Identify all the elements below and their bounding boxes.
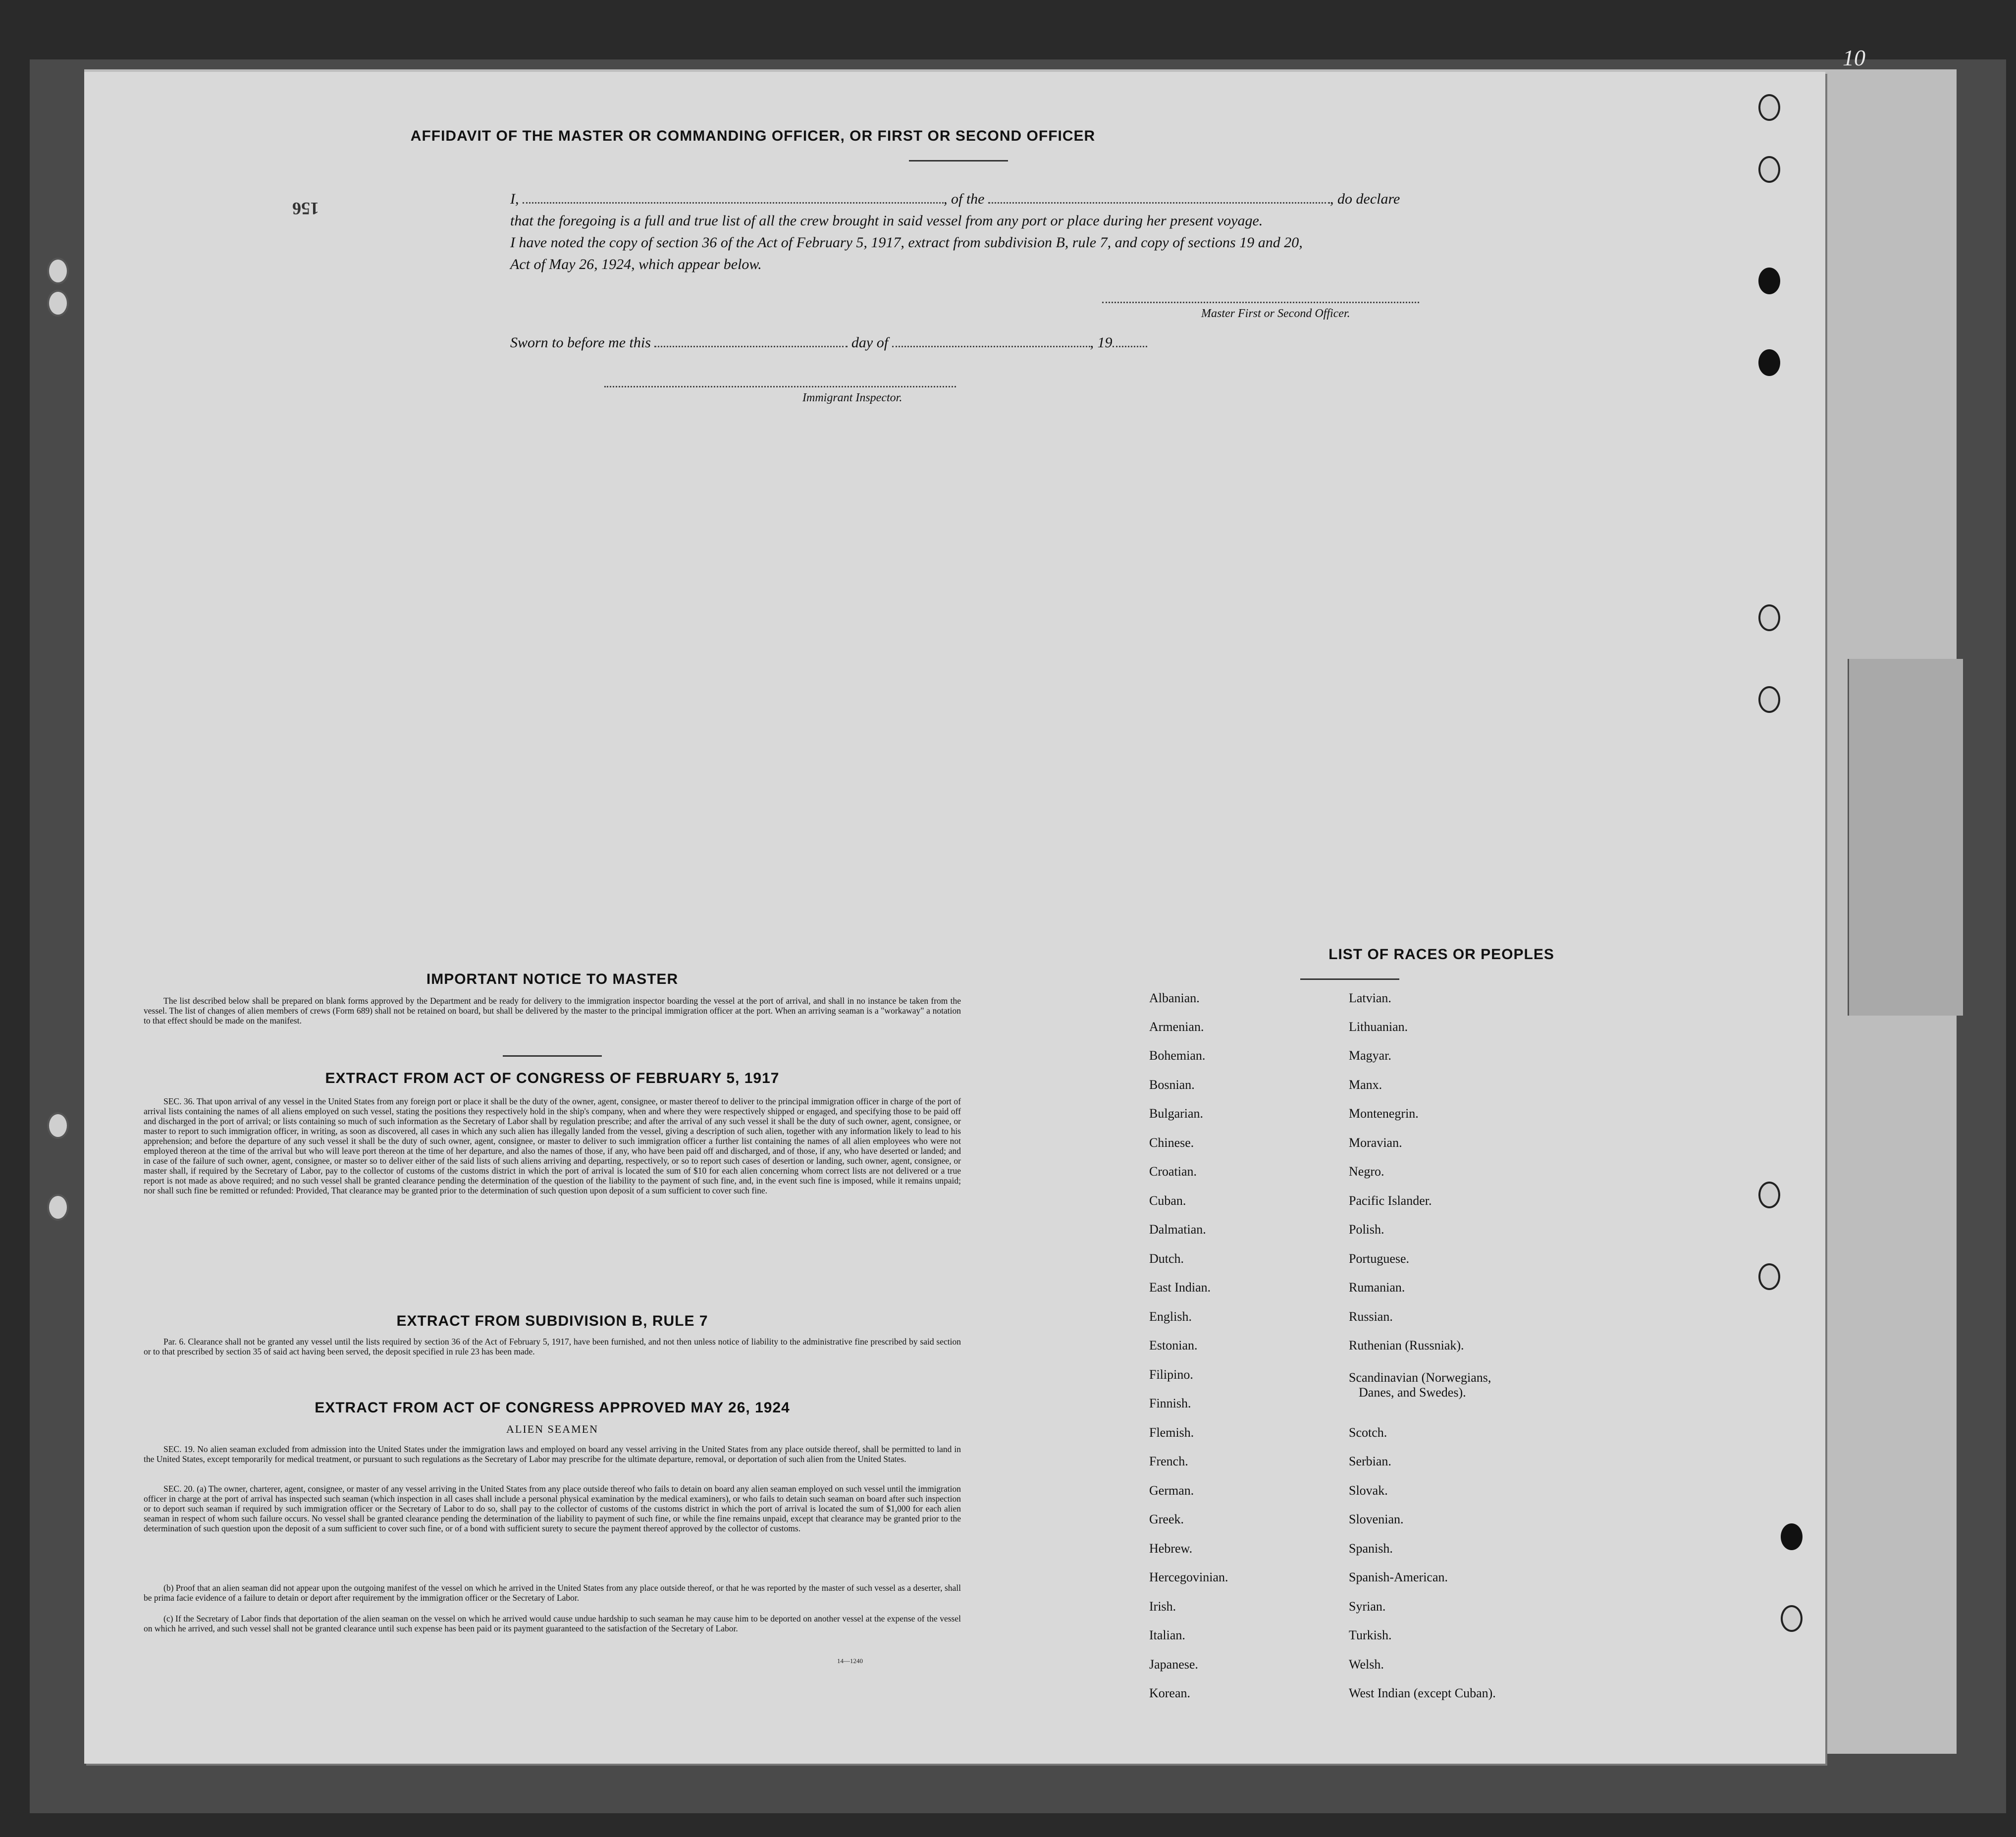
race-item: Latvian. (1349, 991, 1391, 1005)
binder-hole-icon (1758, 156, 1780, 183)
race-item: Scandinavian (Norwegians, (1349, 1370, 1491, 1385)
race-item: Scotch. (1349, 1425, 1387, 1440)
race-item: Hebrew. (1149, 1541, 1193, 1556)
extract-1924-title: EXTRACT FROM ACT OF CONGRESS APPROVED MAY 26, 1924 (315, 1400, 790, 1416)
race-item: Polish. (1349, 1222, 1384, 1237)
race-item: Turkish. (1349, 1628, 1392, 1642)
binder-hole-icon (1758, 268, 1780, 294)
race-item: Negro. (1349, 1164, 1384, 1179)
race-item: Hercegovinian. (1149, 1570, 1228, 1584)
race-item: Bulgarian. (1149, 1106, 1204, 1121)
affidavit-title: AFFIDAVIT OF THE MASTER OR COMMANDING OFFICER, OR FIRST OR SECOND OFFICER (410, 128, 1096, 144)
race-item: Russian. (1349, 1309, 1393, 1324)
race-item: East Indian. (1149, 1280, 1211, 1295)
race-item: Syrian. (1349, 1599, 1386, 1614)
race-item: Greek. (1149, 1512, 1184, 1526)
affidavit-line-2: that the foregoing is a full and true list of all the crew brought in said vessel from any port or place during her present voyage. (510, 213, 1263, 229)
page-number: 10 (1843, 45, 1865, 70)
race-item: Armenian. (1149, 1020, 1204, 1034)
race-item: Finnish. (1149, 1396, 1191, 1410)
binder-hole-icon (1781, 1605, 1803, 1632)
race-item: Spanish. (1349, 1541, 1393, 1556)
inspector-caption: Immigrant Inspector. (802, 391, 902, 404)
divider (503, 1055, 602, 1057)
race-item: Filipino. (1149, 1367, 1193, 1382)
race-item: Slovenian. (1349, 1512, 1404, 1526)
sec20b-body: (b) Proof that an alien seaman did not appear upon the outgoing manifest of the vessel on which he arrived in the United States from any place outside thereof, or that he was reported by the master of such vessel as a deserter, shall be prima facie evidence of a failure to detain or deport after requirement by the immigration officer or the Secretary of Labor. (144, 1583, 961, 1603)
race-item: Magyar. (1349, 1048, 1391, 1063)
inspector-signature-line (604, 384, 956, 387)
stamp-number: 156 (292, 199, 319, 218)
race-item: Bohemian. (1149, 1048, 1206, 1063)
divider (909, 160, 1008, 162)
race-item: West Indian (except Cuban). (1349, 1686, 1496, 1700)
sec19-body: SEC. 19. No alien seaman excluded from admission into the United States under the immigration laws and employed on board any vessel arriving in the United States from any place outside thereof, shall be permitted to land in the United States, except temporarily for medical treatment, or pursuant to such regulations as the Secretary of Labor may prescribe for the ultimate departure, removal, or deportation of such alien from the United States. (144, 1444, 961, 1464)
race-item: Lithuanian. (1349, 1020, 1408, 1034)
race-item: English. (1149, 1309, 1192, 1324)
binder-hole-icon (1781, 1523, 1803, 1550)
race-item: Welsh. (1349, 1657, 1384, 1672)
race-item: Portuguese. (1349, 1251, 1410, 1266)
binder-hole-icon (1758, 349, 1780, 376)
master-signature-line (1102, 300, 1419, 303)
binder-hole-icon (1758, 604, 1780, 631)
race-item: Cuban. (1149, 1193, 1186, 1208)
binder-hole-icon (1758, 1182, 1780, 1208)
race-item: German. (1149, 1483, 1194, 1498)
race-item: Bosnian. (1149, 1078, 1195, 1092)
race-item: Estonian. (1149, 1338, 1198, 1352)
race-item: Moravian. (1349, 1135, 1402, 1150)
race-item: Italian. (1149, 1628, 1185, 1642)
race-item: Pacific Islander. (1349, 1193, 1432, 1208)
binder-hole-icon (1758, 1263, 1780, 1290)
race-item: Rumanian. (1349, 1280, 1405, 1295)
races-title: LIST OF RACES OR PEOPLES (1328, 946, 1554, 963)
race-item: Danes, and Swedes). (1359, 1385, 1466, 1400)
binder-hole-icon (47, 258, 69, 284)
race-item: Chinese. (1149, 1135, 1194, 1150)
race-item: Spanish-American. (1349, 1570, 1448, 1584)
race-item: Slovak. (1349, 1483, 1388, 1498)
affidavit-line-4: Act of May 26, 1924, which appear below. (510, 256, 762, 272)
rule7-title: EXTRACT FROM SUBDIVISION B, RULE 7 (396, 1313, 708, 1329)
race-item: Serbian. (1349, 1454, 1391, 1468)
rule7-body: Par. 6. Clearance shall not be granted any vessel until the lists required by section 36 of the Act of February 5, 1917, have been furnished, and not then unless notice of liability to the administrative fine prescribed by said section or to that prescribed by section 35 of said act having been served, the deposit specified in rule 23 has been made. (144, 1337, 961, 1356)
master-caption: Master First or Second Officer. (1201, 307, 1350, 320)
extract-1924-subtitle: ALIEN SEAMEN (506, 1423, 598, 1435)
race-item: Irish. (1149, 1599, 1176, 1614)
race-item: Manx. (1349, 1078, 1382, 1092)
form-number: 14—1240 (837, 1657, 863, 1665)
divider (1300, 978, 1399, 980)
underlying-page-edge (1848, 659, 1963, 1016)
sworn-line: Sworn to before me this day of , 19 (510, 332, 1303, 354)
binder-hole-icon (47, 1112, 69, 1139)
binder-hole-icon (47, 1194, 69, 1221)
extract-1917-body: SEC. 36. That upon arrival of any vessel in the United States from any foreign port or place it shall be the duty of the owner, agent, consignee, or master thereof to deliver to the principal immigration officer in charge of the port of arrival lists containing the names of all aliens employed on such vessel, stating the positions they respectively hold in the ship's company, when and where they were respectively shipped or engaged, and specifying those to be paid off and discharged in the port of arrival; or lists containing so much of such information as the Secretary of Labor shall by regulation prescribe; and after the arrival of any such vessel it shall be the duty of such owner, agent, consignee, or master to report to such immigration officer, in writing, as soon as discovered, all cases in which any such alien has illegally landed from the vessel, giving a description of such alien, together with any information likely to lead to his apprehension; and before the departure of any such vessel it shall be the duty of such owner, agent, consignee, or master to deliver to such immigration officer a further list containing the names of all alien employees who were not employed thereon at the time of the arrival but who will leave port thereon at the time of her departure, and also the names of those, if any, who have been paid off and discharged, and of those, if any, who have deserted or landed; and in case of the failure of such owner, agent, consignee, or master so to deliver either of the said lists of such aliens arriving and departing, respectively, or so to report such cases of desertion or landing, such owner, agent, consignee, or master shall, if required by the Secretary of Labor, pay to the collector of customs of the customs district in which the port of arrival is located the sum of $10 for each alien concerning whom correct lists are not delivered or a true report is not made as above required; and no such vessel shall be granted clearance pending the determination of the question of the liability to the payment of such fine, and, in the event such fine is imposed, while it remains unpaid; nor shall such fine be remitted or refunded: Provided, That clearance may be granted prior to the determination of such question upon deposit of a sum sufficient to cover such fine. (144, 1096, 961, 1195)
affidavit-line-1: I, , of the , do declare (510, 191, 1400, 207)
sworn-year-blank (1113, 344, 1147, 347)
race-item: Korean. (1149, 1686, 1191, 1700)
binder-hole-icon (1758, 94, 1780, 121)
affidavit-line-3: I have noted the copy of section 36 of the Act of February 5, 1917, extract from subdivision B, rule 7, and copy of sections 19 and 20, (510, 234, 1303, 251)
race-item: Albanian. (1149, 991, 1200, 1005)
race-item: Montenegrin. (1349, 1106, 1419, 1121)
notice-body: The list described below shall be prepared on blank forms approved by the Department and be ready for delivery to the immigration inspector boarding the vessel at the port of arrival, and shall in no instance be taken from the vessel. The list of changes of alien members of crews (Form 689) shall not be retained on board, but shall be delivered by the master to the principal immigration officer at the port. When an arriving seaman is a "workaway" a notation to that effect should be made on the manifest. (144, 996, 961, 1026)
affidavit-statement (510, 188, 1531, 275)
race-item: Flemish. (1149, 1425, 1194, 1440)
extract-1917-title: EXTRACT FROM ACT OF CONGRESS OF FEBRUARY 5, 1917 (325, 1070, 780, 1086)
sworn-month-blank (892, 344, 1090, 347)
name-blank-field (523, 200, 944, 204)
race-item: Ruthenian (Russniak). (1349, 1338, 1464, 1352)
sec20c-body: (c) If the Secretary of Labor finds that deportation of the alien seaman on the vessel on which he arrived would cause undue hardship to such seaman he may cause him to be deported on another vessel at the expense of the vessel on which he arrived, and such vessel shall not be granted clearance until such expense has been paid or its payment guaranteed to the satisfaction of the Secretary of Labor. (144, 1614, 961, 1633)
vessel-blank-field (988, 200, 1330, 204)
sec20a-body: SEC. 20. (a) The owner, charterer, agent, consignee, or master of any vessel arriving in the United States from any place outside thereof who fails to detain on board any alien seaman employed on such vessel until the immigration officer in charge at the port of arrival has inspected such seaman (which inspection in all cases shall include a personal physical examination by the medical examiners), or who fails to detain such seaman on board after such inspection or to deport such seaman if required by such immigration officer or the Secretary of Labor to do so, shall pay to the collector of customs of the customs district in which the port of arrival is located the sum of $1,000 for each alien seaman in respect of whom such failure occurs. No vessel shall be granted clearance pending the determination of the liability to payment of such fine, or while the fine remains unpaid, except that clearance may be granted prior to the determination of such question upon the deposit of a sum sufficient to cover such fine, or of a bond with sufficient surety to secure the payment thereof approved by the collector of customs. (144, 1484, 961, 1533)
notice-title: IMPORTANT NOTICE TO MASTER (426, 971, 679, 987)
race-item: Japanese. (1149, 1657, 1198, 1672)
race-item: Dutch. (1149, 1251, 1184, 1266)
race-item: Dalmatian. (1149, 1222, 1206, 1237)
sworn-day-blank (654, 344, 848, 347)
affidavit-page (84, 72, 1825, 1764)
race-item: Croatian. (1149, 1164, 1197, 1179)
binder-hole-icon (47, 290, 69, 317)
binder-hole-icon (1758, 686, 1780, 713)
race-item: French. (1149, 1454, 1188, 1468)
